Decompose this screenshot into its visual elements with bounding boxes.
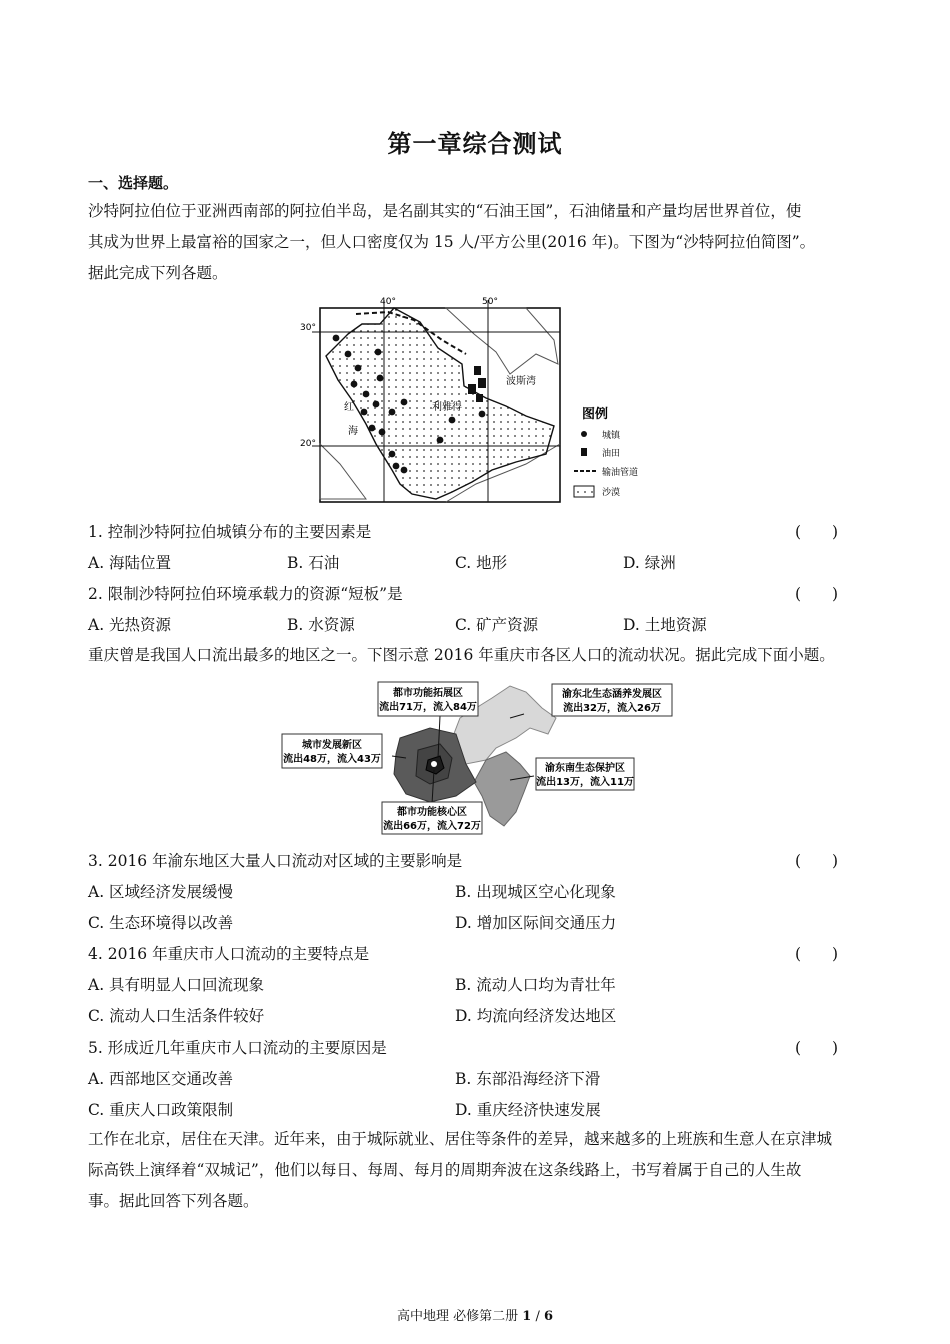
- answer-blank-3[interactable]: ( ): [795, 852, 839, 870]
- q2-option-c[interactable]: C. 矿产资源: [455, 616, 539, 634]
- legend-pipeline: 输油管道: [602, 468, 639, 478]
- svg-text:渝东北生态涵养发展区: 渝东北生态涵养发展区: [562, 689, 662, 700]
- legend-desert: 沙漠: [602, 488, 621, 498]
- oilfield-icon: [581, 448, 587, 456]
- q4-option-c[interactable]: C. 流动人口生活条件较好: [88, 1007, 265, 1025]
- svg-text:流出32万，流入26万: 流出32万，流入26万: [563, 703, 661, 714]
- legend-title: 图例: [582, 407, 609, 422]
- answer-blank-1[interactable]: ( ): [795, 523, 839, 541]
- lon-label-50: 50°: [482, 297, 498, 307]
- label-new-area: [282, 734, 382, 768]
- svg-text:流出48万，流入43万: 流出48万，流入43万: [283, 754, 381, 765]
- page-footer: [0, 1305, 950, 1324]
- map-legend: [574, 406, 638, 498]
- q2-option-a[interactable]: A. 光热资源: [88, 616, 172, 634]
- question-2: 2. 限制沙特阿拉伯环境承载力的资源“短板”是: [88, 585, 403, 603]
- label-core: [382, 802, 482, 834]
- q1-option-c[interactable]: C. 地形: [455, 554, 508, 572]
- svg-text:城市发展新区: 城市发展新区: [302, 740, 362, 751]
- q4-option-d[interactable]: D. 均流向经济发达地区: [455, 1007, 617, 1025]
- footer-page: 1: [522, 1309, 532, 1324]
- chongqing-map: [280, 678, 680, 838]
- lon-label-40: 40°: [380, 297, 396, 307]
- saudi-arabia-map: [296, 294, 656, 512]
- footer-sep: /: [535, 1309, 540, 1324]
- red-sea-label-1: 红: [344, 402, 354, 413]
- legend-oilfield: 油田: [602, 449, 621, 459]
- lat-label-20: 20°: [300, 439, 316, 449]
- legend-town: 城镇: [602, 431, 621, 441]
- q2-option-d[interactable]: D. 土地资源: [623, 616, 707, 634]
- q3-option-d[interactable]: D. 增加区际间交通压力: [455, 914, 617, 932]
- q1-option-d[interactable]: D. 绿洲: [623, 554, 676, 572]
- passage-1-line-1: 沙特阿拉伯位于亚洲西南部的阿拉伯半岛，是名副其实的“石油王国”，石油储量和产量均居世界首位，使: [88, 202, 802, 220]
- q3-option-a[interactable]: A. 区域经济发展缓慢: [88, 883, 234, 901]
- q1-option-a[interactable]: A. 海陆位置: [88, 554, 172, 572]
- label-northeast: [552, 684, 672, 716]
- gulf-label: 波斯湾: [506, 376, 536, 387]
- q5-option-b[interactable]: B. 东部沿海经济下滑: [455, 1070, 601, 1088]
- footer-text: 高中地理 必修第二册: [396, 1309, 519, 1324]
- passage-1: [88, 196, 868, 289]
- svg-text:流出71万，流入84万: 流出71万，流入84万: [379, 702, 477, 713]
- q3-option-b[interactable]: B. 出现城区空心化现象: [455, 883, 616, 901]
- svg-text:流出66万，流入72万: 流出66万，流入72万: [383, 821, 481, 832]
- q5-option-c[interactable]: C. 重庆人口政策限制: [88, 1101, 234, 1119]
- answer-blank-4[interactable]: ( ): [795, 945, 839, 963]
- answer-blank-2[interactable]: ( ): [795, 585, 839, 603]
- label-southeast: [536, 758, 634, 790]
- q1-option-b[interactable]: B. 石油: [287, 554, 340, 572]
- q3-option-c[interactable]: C. 生态环境得以改善: [88, 914, 234, 932]
- question-3: 3. 2016 年渝东地区大量人口流动对区域的主要影响是: [88, 852, 463, 870]
- passage-1-line-2: 其成为世界上最富裕的国家之一，但人口密度仅为 15 人/平方公里(2016 年)。下图为“沙特阿拉伯简图”。: [88, 233, 816, 251]
- q5-option-a[interactable]: A. 西部地区交通改善: [88, 1070, 234, 1088]
- red-sea-label-2: 海: [348, 426, 358, 437]
- section-heading: 一、选择题。: [88, 174, 179, 192]
- question-1: 1. 控制沙特阿拉伯城镇分布的主要因素是: [88, 523, 372, 541]
- question-5: 5. 形成近几年重庆市人口流动的主要原因是: [88, 1039, 387, 1057]
- lat-label-30: 30°: [300, 323, 316, 333]
- svg-text:都市功能拓展区: 都市功能拓展区: [393, 688, 463, 699]
- svg-text:流出13万，流入11万: 流出13万，流入11万: [536, 777, 634, 788]
- passage-3-line-3: 事。据此回答下列各题。: [88, 1192, 259, 1210]
- desert-icon: [574, 486, 594, 497]
- core-marker: [431, 761, 437, 767]
- svg-text:都市功能核心区: 都市功能核心区: [397, 807, 467, 818]
- svg-text:渝东南生态保护区: 渝东南生态保护区: [545, 763, 625, 774]
- passage-3: [88, 1124, 868, 1217]
- passage-2: 重庆曾是我国人口流出最多的地区之一。下图示意 2016 年重庆市各区人口的流动状况。据此完成下面小题。: [88, 646, 835, 664]
- page-title: 第一章综合测试: [387, 129, 563, 158]
- riyadh-label: 利雅得: [432, 402, 462, 413]
- dot-icon: [581, 431, 587, 437]
- footer-total: 6: [543, 1309, 554, 1324]
- q5-option-d[interactable]: D. 重庆经济快速发展: [455, 1101, 601, 1119]
- passage-3-line-2: 际高铁上演绎着“双城记”，他们以每日、每周、每月的周期奔波在这条线路上，书写着属于自己的人生故: [88, 1161, 802, 1179]
- passage-3-line-1: 工作在北京，居住在天津。近年来，由于城际就业、居住等条件的差异，越来越多的上班族和生意人在京津城: [88, 1130, 833, 1148]
- question-4: 4. 2016 年重庆市人口流动的主要特点是: [88, 945, 370, 963]
- answer-blank-5[interactable]: ( ): [795, 1039, 839, 1057]
- q2-option-b[interactable]: B. 水资源: [287, 616, 355, 634]
- passage-1-line-3: 据此完成下列各题。: [88, 264, 228, 282]
- q4-option-b[interactable]: B. 流动人口均为青壮年: [455, 976, 616, 994]
- q4-option-a[interactable]: A. 具有明显人口回流现象: [88, 976, 265, 994]
- label-expansion: [378, 682, 478, 716]
